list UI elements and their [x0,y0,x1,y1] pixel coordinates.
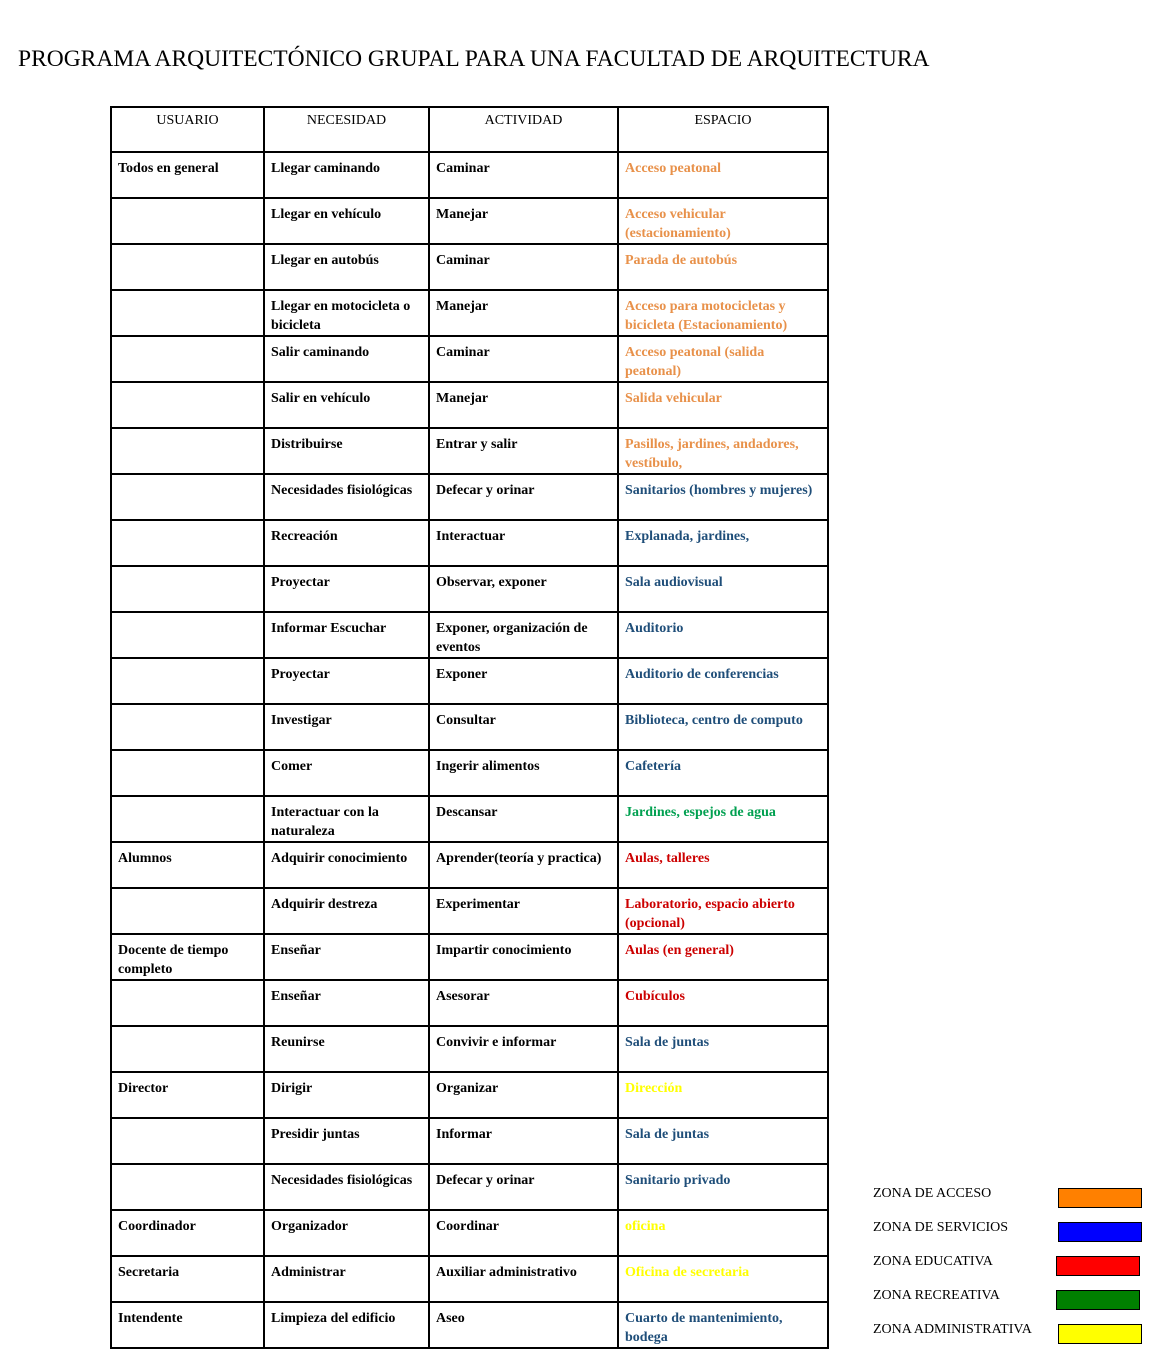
table-row [111,842,828,888]
table-row [111,658,828,704]
cell-actividad: Caminar [429,244,618,290]
table-body [111,152,828,1348]
legend-label: ZONA DE ACCESO [873,1186,992,1201]
table-row [111,1164,828,1210]
legend-color-swatch [1058,1222,1142,1242]
cell-actividad: Descansar [429,796,618,842]
cell-usuario: Todos en general [111,152,264,198]
cell-actividad: Experimentar [429,888,618,934]
cell-usuario: Docente de tiempo completo [111,934,264,980]
cell-usuario [111,290,264,336]
program-table [110,106,829,1349]
header-actividad: ACTIVIDAD [429,107,618,152]
cell-usuario [111,750,264,796]
cell-necesidad: Llegar en autobús [264,244,429,290]
cell-actividad: Caminar [429,152,618,198]
table-row [111,1118,828,1164]
cell-necesidad: Salir caminando [264,336,429,382]
page-title: PROGRAMA ARQUITECTÓNICO GRUPAL PARA UNA FACULTAD DE ARQUITECTURA [18,46,930,72]
cell-necesidad: Llegar en motocicleta o bicicleta [264,290,429,336]
cell-actividad: Informar [429,1118,618,1164]
cell-necesidad: Enseñar [264,934,429,980]
cell-usuario [111,1164,264,1210]
cell-usuario: Director [111,1072,264,1118]
cell-necesidad: Investigar [264,704,429,750]
header-espacio: ESPACIO [618,107,828,152]
cell-actividad: Observar, exponer [429,566,618,612]
cell-necesidad: Llegar en vehículo [264,198,429,244]
table-row [111,1302,828,1348]
cell-necesidad: Informar Escuchar [264,612,429,658]
cell-espacio: Aulas, talleres [618,842,828,888]
cell-espacio: Pasillos, jardines, andadores, vestíbulo, [618,428,828,474]
cell-usuario [111,658,264,704]
cell-espacio: Oficina de secretaria [618,1256,828,1302]
cell-necesidad: Dirigir [264,1072,429,1118]
table-row [111,382,828,428]
cell-actividad: Manejar [429,290,618,336]
cell-actividad: Entrar y salir [429,428,618,474]
cell-necesidad: Necesidades fisiológicas [264,474,429,520]
legend-label: ZONA RECREATIVA [873,1288,1000,1303]
cell-espacio: oficina [618,1210,828,1256]
cell-necesidad: Salir en vehículo [264,382,429,428]
cell-usuario: Secretaria [111,1256,264,1302]
cell-usuario [111,474,264,520]
header-usuario: USUARIO [111,107,264,152]
cell-necesidad: Distribuirse [264,428,429,474]
cell-espacio: Explanada, jardines, [618,520,828,566]
cell-necesidad: Proyectar [264,566,429,612]
cell-necesidad: Necesidades fisiológicas [264,1164,429,1210]
cell-usuario [111,980,264,1026]
cell-actividad: Convivir e informar [429,1026,618,1072]
legend-label: ZONA ADMINISTRATIVA [873,1322,1032,1337]
cell-usuario [111,612,264,658]
cell-espacio: Acceso peatonal (salida peatonal) [618,336,828,382]
cell-usuario: Coordinador [111,1210,264,1256]
table-row [111,520,828,566]
cell-actividad: Impartir conocimiento [429,934,618,980]
cell-necesidad: Recreación [264,520,429,566]
table-row [111,474,828,520]
cell-espacio: Sanitarios (hombres y mujeres) [618,474,828,520]
cell-actividad: Exponer, organización de eventos [429,612,618,658]
cell-espacio: Sala de juntas [618,1118,828,1164]
table-row [111,980,828,1026]
table-row [111,934,828,980]
cell-usuario [111,382,264,428]
cell-espacio: Biblioteca, centro de computo [618,704,828,750]
legend-color-swatch [1056,1290,1140,1310]
table-row [111,1256,828,1302]
cell-usuario [111,244,264,290]
cell-actividad: Organizar [429,1072,618,1118]
cell-actividad: Defecar y orinar [429,1164,618,1210]
table-row [111,612,828,658]
cell-necesidad: Interactuar con la naturaleza [264,796,429,842]
cell-actividad: Caminar [429,336,618,382]
table-row [111,1210,828,1256]
cell-espacio: Acceso para motocicletas y bicicleta (Estacionamiento) [618,290,828,336]
cell-usuario [111,1118,264,1164]
table-row [111,428,828,474]
legend-color-swatch [1058,1188,1142,1208]
cell-actividad: Ingerir alimentos [429,750,618,796]
legend-label: ZONA DE SERVICIOS [873,1220,1008,1235]
cell-usuario [111,520,264,566]
cell-necesidad: Administrar [264,1256,429,1302]
cell-usuario [111,198,264,244]
cell-usuario: Alumnos [111,842,264,888]
table-row [111,750,828,796]
cell-usuario [111,336,264,382]
cell-actividad: Manejar [429,198,618,244]
table-header-row [111,107,828,152]
cell-usuario [111,704,264,750]
cell-espacio: Sanitario privado [618,1164,828,1210]
table-row [111,566,828,612]
cell-espacio: Auditorio [618,612,828,658]
cell-actividad: Auxiliar administrativo [429,1256,618,1302]
cell-espacio: Acceso vehicular (estacionamiento) [618,198,828,244]
cell-actividad: Manejar [429,382,618,428]
cell-necesidad: Limpieza del edificio [264,1302,429,1348]
cell-actividad: Aseo [429,1302,618,1348]
table-row [111,1026,828,1072]
table-row [111,888,828,934]
cell-actividad: Aprender(teoría y practica) [429,842,618,888]
cell-espacio: Sala audiovisual [618,566,828,612]
table-row [111,198,828,244]
cell-espacio: Jardines, espejos de agua [618,796,828,842]
cell-espacio: Sala de juntas [618,1026,828,1072]
cell-actividad: Coordinar [429,1210,618,1256]
table-row [111,290,828,336]
cell-necesidad: Reunirse [264,1026,429,1072]
cell-necesidad: Adquirir conocimiento [264,842,429,888]
legend-color-swatch [1056,1256,1140,1276]
cell-usuario [111,796,264,842]
cell-espacio: Salida vehicular [618,382,828,428]
cell-actividad: Defecar y orinar [429,474,618,520]
cell-espacio: Aulas (en general) [618,934,828,980]
cell-actividad: Interactuar [429,520,618,566]
legend-label: ZONA EDUCATIVA [873,1254,993,1269]
cell-actividad: Asesorar [429,980,618,1026]
cell-espacio: Auditorio de conferencias [618,658,828,704]
cell-espacio: Cubículos [618,980,828,1026]
cell-espacio: Dirección [618,1072,828,1118]
cell-necesidad: Llegar caminando [264,152,429,198]
table-row [111,1072,828,1118]
cell-espacio: Parada de autobús [618,244,828,290]
table-row [111,244,828,290]
cell-necesidad: Adquirir destreza [264,888,429,934]
table-row [111,336,828,382]
legend-color-swatch [1058,1324,1142,1344]
header-necesidad: NECESIDAD [264,107,429,152]
table-row [111,704,828,750]
table-row [111,152,828,198]
cell-necesidad: Comer [264,750,429,796]
cell-espacio: Cafetería [618,750,828,796]
cell-usuario [111,428,264,474]
cell-necesidad: Enseñar [264,980,429,1026]
cell-espacio: Cuarto de mantenimiento, bodega [618,1302,828,1348]
cell-necesidad: Organizador [264,1210,429,1256]
cell-actividad: Exponer [429,658,618,704]
cell-actividad: Consultar [429,704,618,750]
table-row [111,796,828,842]
cell-necesidad: Proyectar [264,658,429,704]
cell-necesidad: Presidir juntas [264,1118,429,1164]
cell-usuario [111,566,264,612]
cell-usuario [111,888,264,934]
cell-usuario: Intendente [111,1302,264,1348]
cell-usuario [111,1026,264,1072]
cell-espacio: Acceso peatonal [618,152,828,198]
cell-espacio: Laboratorio, espacio abierto (opcional) [618,888,828,934]
